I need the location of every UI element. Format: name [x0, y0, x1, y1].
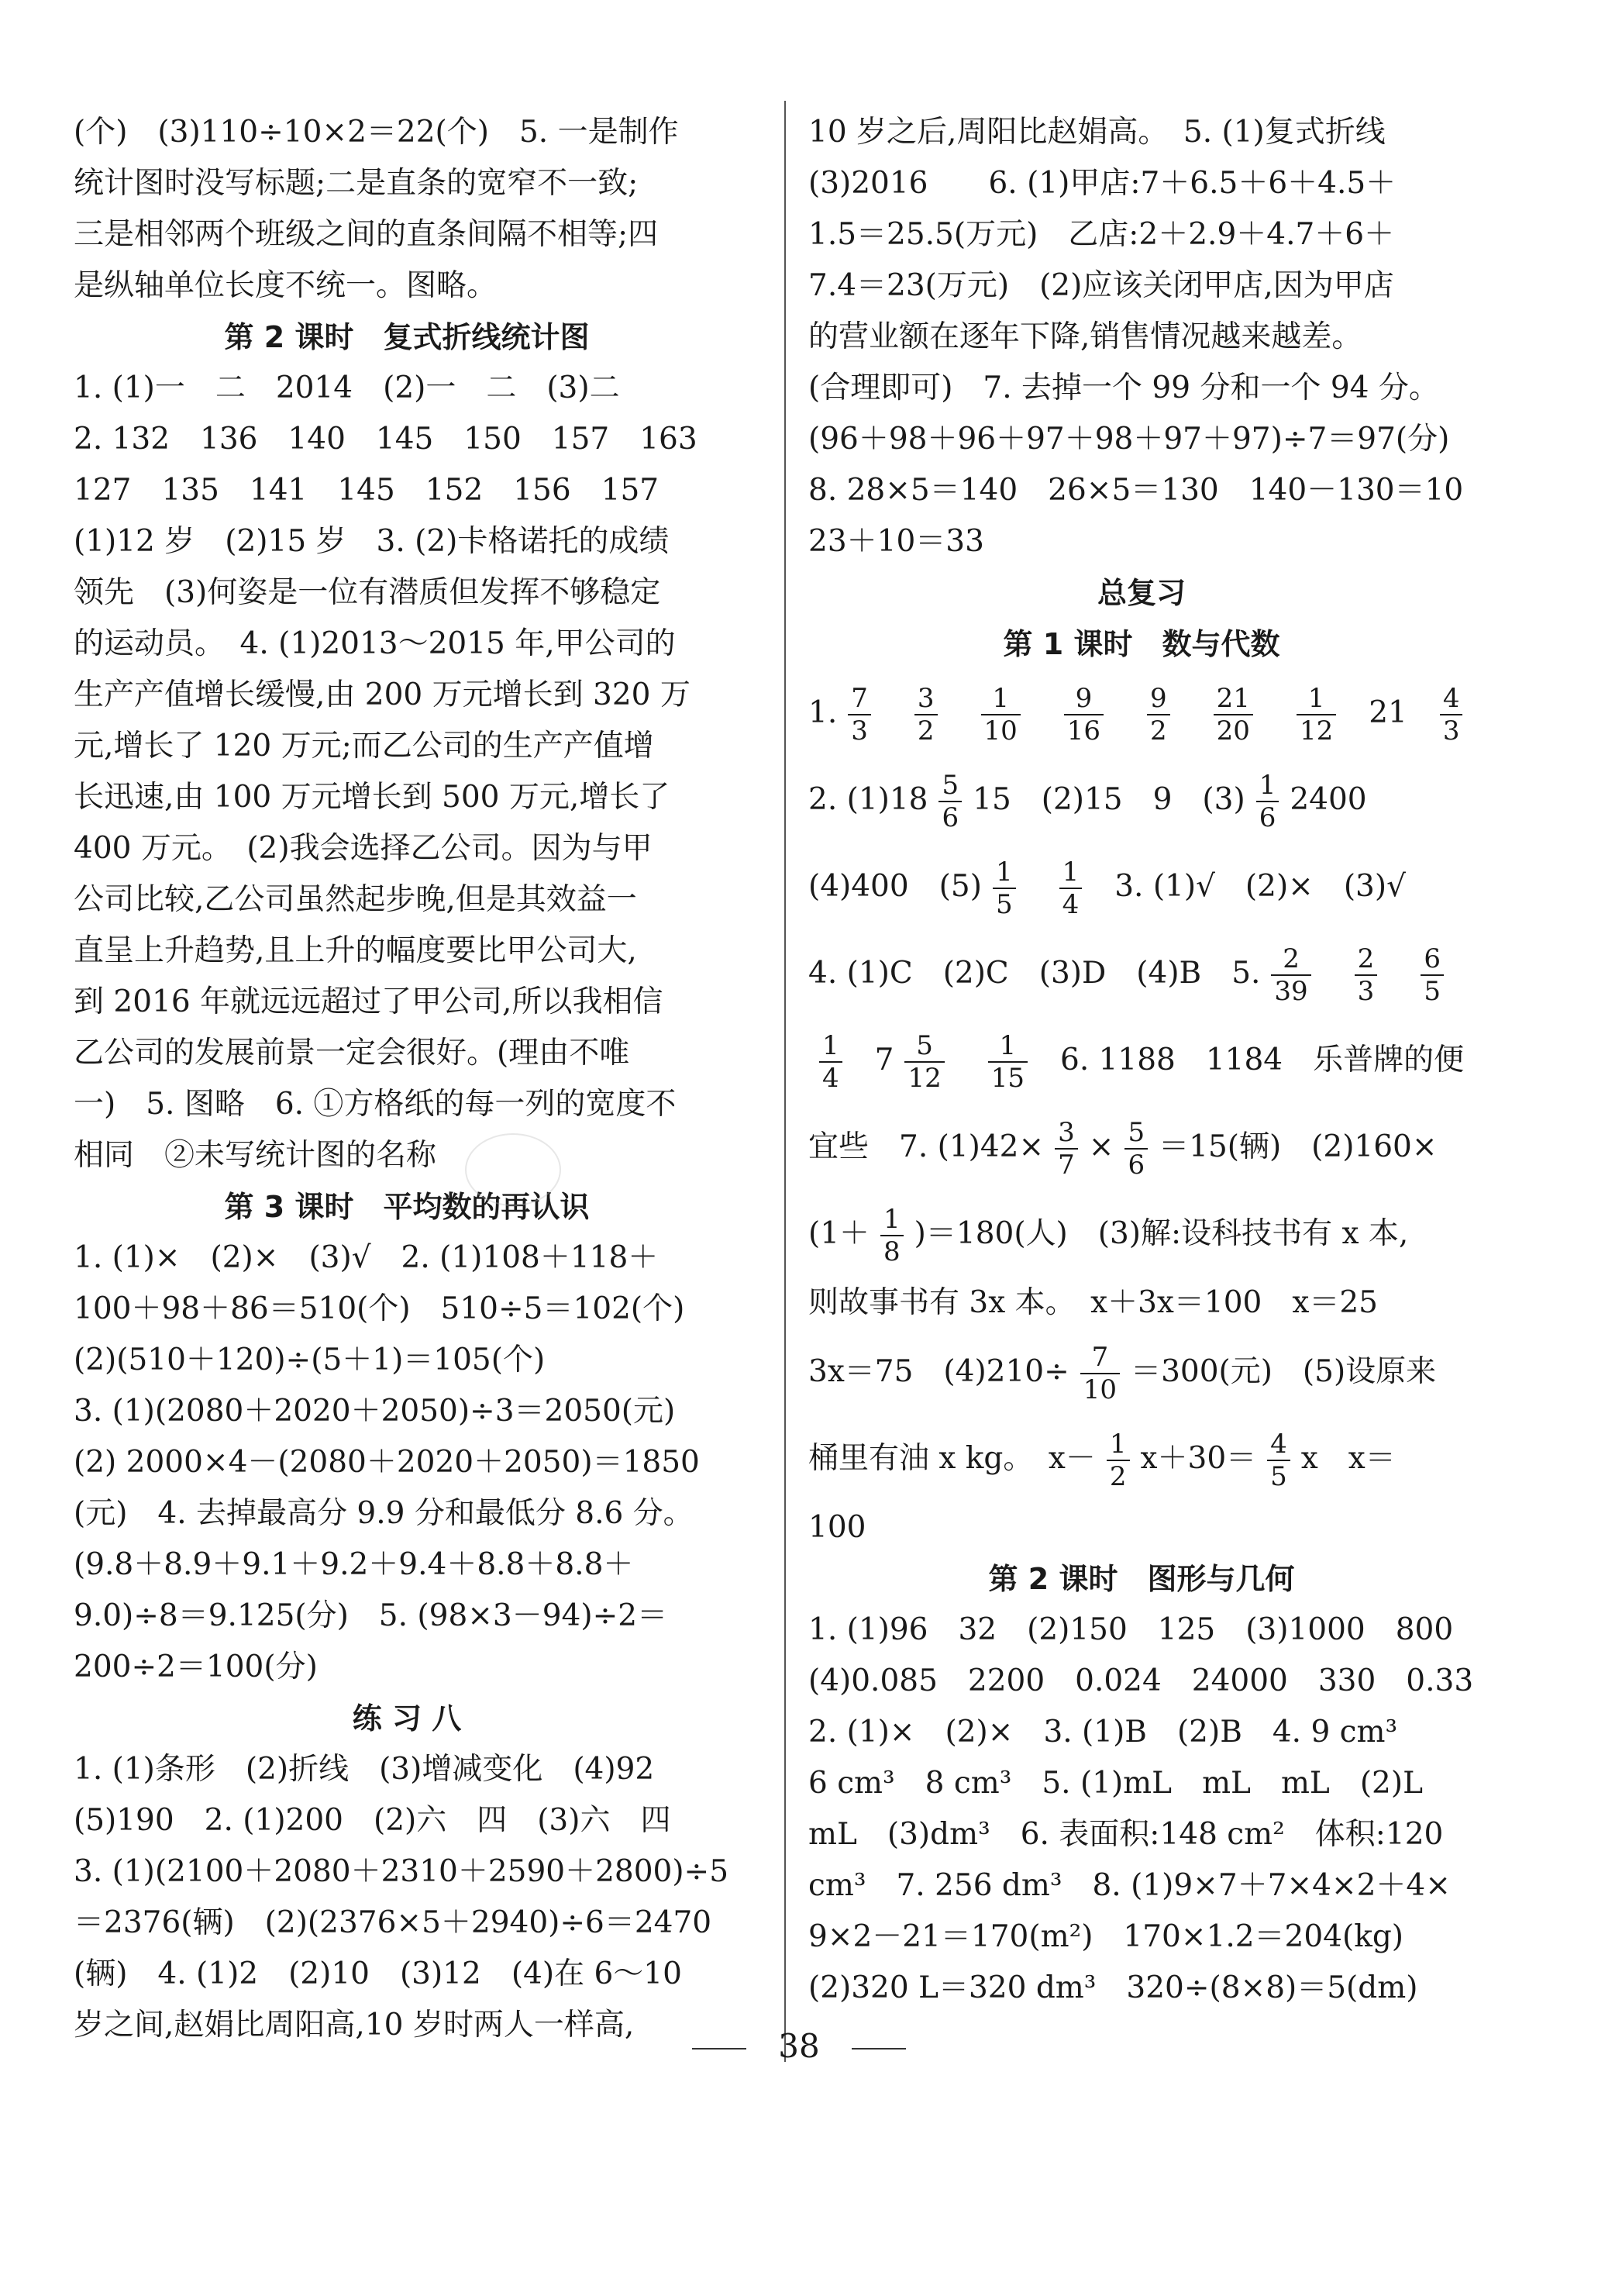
text-line: 400 万元。 (2)我会选择乙公司。因为与甲: [74, 831, 653, 866]
text-line: 到 2016 年就远远超过了甲公司,所以我相信: [74, 984, 663, 1019]
denominator: 5: [995, 889, 1013, 920]
text-line: (1)12 岁 (2)15 岁 3. (2)卡格诺托的成绩: [74, 524, 670, 559]
inline-text: 桶里有油 x kg。 x－: [808, 1441, 1096, 1476]
text-line: 1. (1)一 二 2014 (2)一 二 (3)二: [74, 371, 620, 405]
text-line: 3. (1)(2100＋2080＋2310＋2590＋2800)÷5: [74, 1854, 729, 1889]
numerator: 4: [1267, 1429, 1290, 1461]
inline-text: 15 (2)15 9 (3): [973, 782, 1245, 817]
text-line: 领先 (3)何姿是一位有潜质但发挥不够稳定: [74, 575, 661, 610]
inline-text: 3x＝75 (4)210÷: [808, 1354, 1069, 1389]
text-line: 127 135 141 145 152 156 157: [74, 473, 660, 508]
fraction: [1080, 1342, 1120, 1405]
numerator: 3: [914, 683, 938, 715]
inline-text: ＝300(元) (5)设原来: [1131, 1354, 1437, 1389]
fraction: [1355, 943, 1378, 1007]
denominator: 6: [1259, 802, 1276, 833]
fraction-row-3: [808, 843, 1475, 930]
fraction: [1214, 683, 1253, 746]
text-line: cm³ 7. 256 dm³ 8. (1)9×7＋7×4×2＋4×: [808, 1868, 1451, 1903]
fraction: [848, 683, 871, 746]
inline-text: 2. (1)18: [808, 782, 928, 817]
text-line: (2)320 L＝320 dm³ 320÷(8×8)＝5(dm): [808, 1970, 1418, 2005]
text-line: (96＋98＋96＋97＋98＋97＋97)÷7＝97(分): [808, 422, 1450, 457]
footer-dash-left: [692, 2048, 746, 2050]
numerator: 3: [1055, 1117, 1078, 1150]
fraction: [914, 683, 938, 746]
text-line: 200÷2＝100(分): [74, 1650, 318, 1684]
denominator: 4: [1062, 889, 1080, 920]
text-line: 乙公司的发展前景一定会很好。(理由不唯: [74, 1036, 630, 1070]
fraction-row-5: [808, 1017, 1475, 1104]
denominator: 16: [1066, 715, 1101, 746]
denominator: 8: [883, 1236, 901, 1267]
text-line: 是纵轴单位长度不统一。图略。: [74, 268, 498, 303]
numerator: 1: [819, 1030, 842, 1063]
text-line: 则故事书有 3x 本。 x＋3x＝100 x＝25: [808, 1285, 1378, 1320]
numerator: 1: [993, 857, 1016, 889]
text-line: (辆) 4. (1)2 (2)10 (3)12 (4)在 6～10: [74, 1956, 682, 1991]
left-column: [74, 107, 740, 2051]
footer-dash-right: [852, 2048, 906, 2050]
text-line: 3. (1)(2080＋2020＋2050)÷3＝2050(元): [74, 1394, 676, 1429]
numerator: 1: [981, 683, 1021, 715]
denominator: 10: [1083, 1374, 1118, 1405]
fraction-row-1: [808, 670, 1475, 757]
text-line: (元) 4. 去掉最高分 9.9 分和最低分 8.6 分。: [74, 1496, 694, 1531]
text-line: 8. 28×5＝140 26×5＝130 140－130＝10: [808, 473, 1464, 508]
right-column-top: [808, 107, 1475, 670]
fraction: [993, 857, 1016, 920]
page-footer: [0, 2027, 1598, 2065]
numerator: 9: [1064, 683, 1104, 715]
text-line: 10 岁之后,周阳比赵娟高。 5. (1)复式折线: [808, 115, 1386, 150]
denominator: 10: [983, 715, 1018, 746]
text-line: (5)190 2. (1)200 (2)六 四 (3)六 四: [74, 1803, 671, 1838]
inline-text: 4. (1)C (2)C (3)D (4)B 5.: [808, 956, 1261, 991]
numerator: 1: [1107, 1429, 1130, 1461]
inline-text: ＝15(辆) (2)160×: [1159, 1129, 1438, 1164]
text-line: 9×2－21＝170(m²) 170×1.2＝204(kg): [808, 1919, 1404, 1954]
fraction: [1064, 683, 1104, 746]
fraction: [1147, 683, 1170, 746]
text-line: 100＋98＋86＝510(个) 510÷5＝102(个): [74, 1291, 685, 1326]
text-line: 1. (1)× (2)× (3)√ 2. (1)108＋118＋: [74, 1240, 659, 1275]
section-heading: 第 1 课时 数与代数: [1003, 627, 1280, 661]
denominator: 6: [942, 802, 959, 833]
inline-text: )＝180(人) (3)解:设科技书有 x 本,: [914, 1216, 1409, 1251]
numerator: 1: [1059, 857, 1083, 889]
text-line: 7.4＝23(万元) (2)应该关闭甲店,因为甲店: [808, 268, 1394, 303]
text-line: 长迅速,由 100 万元增长到 500 万元,增长了: [74, 780, 670, 815]
text-line: 三是相邻两个班级之间的直条间隔不相等;四: [74, 217, 659, 252]
inline-text: 宜些 7. (1)42×: [808, 1129, 1045, 1164]
fraction: [981, 683, 1021, 746]
denominator: 5: [1424, 976, 1441, 1007]
inline-text: (4)400 (5): [808, 869, 982, 904]
inline-text: 6. 1188 1184 乐普牌的便: [1060, 1043, 1465, 1077]
denominator: 5: [1270, 1461, 1287, 1492]
inline-text: x＋30＝: [1140, 1441, 1257, 1476]
inline-text: 3. (1)√ (2)× (3)√: [1114, 869, 1406, 904]
section-heading: 总复习: [1097, 576, 1186, 610]
right-column-bottom: [808, 1553, 1475, 2014]
fraction-row-4: [808, 930, 1475, 1017]
section-heading: 第 3 课时 平均数的再认识: [224, 1190, 590, 1224]
denominator: 2: [1109, 1461, 1127, 1492]
numerator: 7: [1080, 1342, 1120, 1374]
fraction: [988, 1030, 1028, 1094]
numerator: 7: [848, 683, 871, 715]
text-line: 相同 ②未写统计图的名称: [74, 1138, 437, 1173]
text-line: 一) 5. 图略 6. ①方格纸的每一列的宽度不: [74, 1087, 677, 1122]
numerator: 1: [988, 1030, 1028, 1063]
fraction: [1267, 1429, 1290, 1492]
denominator: 7: [1058, 1150, 1075, 1181]
text-line: ＝2376(辆) (2)(2376×5＋2940)÷6＝2470: [74, 1905, 712, 1940]
fraction: [938, 770, 962, 833]
inline-text: ×: [1088, 1129, 1114, 1164]
text-line: 统计图时没写标题;二是直条的宽窄不一致;: [74, 166, 639, 201]
text-line: 1. (1)条形 (2)折线 (3)增减变化 (4)92: [74, 1752, 655, 1787]
text-line: (个) (3)110÷10×2＝22(个) 5. 一是制作: [74, 115, 679, 150]
fraction-row-2: [808, 757, 1475, 843]
numerator: 2: [1271, 943, 1310, 976]
fraction: [1059, 857, 1083, 920]
numerator: 5: [904, 1030, 944, 1063]
text-line: 23＋10＝33: [808, 524, 984, 559]
denominator: 20: [1216, 715, 1250, 746]
fraction: [1107, 1429, 1130, 1492]
text-line: 的营业额在逐年下降,销售情况越来越差。: [808, 319, 1362, 354]
text-line: 2. 132 136 140 145 150 157 163: [74, 422, 697, 457]
fraction: [904, 1030, 944, 1094]
text-line: (合理即可) 7. 去掉一个 99 分和一个 94 分。: [808, 371, 1439, 405]
fraction: [1055, 1117, 1078, 1181]
numerator: 2: [1355, 943, 1378, 976]
fraction: [880, 1204, 904, 1267]
text-line: (2)(510＋120)÷(5＋1)＝105(个): [74, 1343, 546, 1377]
text-line: (9.8＋8.9＋9.1＋9.2＋9.4＋8.8＋8.8＋: [74, 1547, 634, 1582]
numerator: 5: [938, 770, 962, 802]
denominator: 12: [1299, 715, 1334, 746]
text-line: 生产产值增长缓慢,由 200 万元增长到 320 万: [74, 677, 691, 712]
text-line: 元,增长了 120 万元;而乙公司的生产产值增: [74, 729, 654, 764]
column-divider: [784, 101, 786, 2062]
fraction: [1256, 770, 1279, 833]
text-line: 1. (1)96 32 (2)150 125 (3)1000 800: [808, 1612, 1454, 1647]
fraction-row-6: [808, 1104, 1475, 1191]
section-heading: 第 2 课时 复式折线统计图: [224, 320, 590, 354]
inline-text: (1＋: [808, 1216, 870, 1251]
text-line: 直呈上升趋势,且上升的幅度要比甲公司大,: [74, 933, 637, 968]
text-line: 岁之间,赵娟比周阳高,10 岁时两人一样高,: [74, 2008, 635, 2043]
right-column: [808, 107, 1475, 2014]
text-line: 1.5＝25.5(万元) 乙店:2＋2.9＋4.7＋6＋: [808, 217, 1395, 252]
section-heading: 练 习 八: [352, 1701, 462, 1736]
denominator: 2: [917, 715, 935, 746]
text-line: 公司比较,乙公司虽然起步晚,但是其效益一: [74, 882, 637, 917]
numerator: 1: [880, 1204, 904, 1236]
text-line: mL (3)dm³ 6. 表面积:148 cm² 体积:120: [808, 1817, 1444, 1852]
watermark-stamp: [465, 1133, 561, 1206]
denominator: 39: [1274, 976, 1308, 1007]
text-line: (4)0.085 2200 0.024 24000 330 0.33: [808, 1663, 1474, 1698]
denominator: 2: [1150, 715, 1167, 746]
fraction: [1271, 943, 1310, 1007]
denominator: 3: [1357, 976, 1375, 1007]
inline-text: x x＝: [1300, 1441, 1396, 1476]
fraction: [1124, 1117, 1148, 1181]
text-line: 的运动员。 4. (1)2013～2015 年,甲公司的: [74, 626, 676, 661]
denominator: 3: [851, 715, 868, 746]
numerator: 4: [1440, 683, 1463, 715]
denominator: 15: [990, 1063, 1025, 1094]
fraction: [1440, 683, 1463, 746]
numerator: 6: [1421, 943, 1444, 976]
denominator: 3: [1442, 715, 1460, 746]
section-heading: 第 2 课时 图形与几何: [988, 1562, 1295, 1596]
fraction-row-8: [808, 1329, 1475, 1415]
numerator: 5: [1124, 1117, 1148, 1150]
inline-text: 1.: [808, 695, 838, 730]
inline-text: 2400: [1290, 782, 1367, 817]
numerator: 21: [1214, 683, 1253, 715]
fraction-row-7: [808, 1191, 1475, 1277]
fraction-row-9: [808, 1415, 1475, 1502]
text-line: 9.0)÷8＝9.125(分) 5. (98×3－94)÷2＝: [74, 1598, 668, 1633]
inline-text: 21: [1369, 695, 1407, 730]
denominator: 4: [822, 1063, 839, 1094]
text-line: 6 cm³ 8 cm³ 5. (1)mL mL mL (2)L: [808, 1766, 1423, 1801]
text-line: (2) 2000×4－(2080＋2020＋2050)＝1850: [74, 1445, 700, 1480]
fraction: [1297, 683, 1336, 746]
denominator: 12: [907, 1063, 942, 1094]
inline-text: 7: [874, 1043, 894, 1077]
numerator: 1: [1297, 683, 1336, 715]
numerator: 1: [1256, 770, 1279, 802]
fraction: [819, 1030, 842, 1094]
numerator: 9: [1147, 683, 1170, 715]
denominator: 6: [1128, 1150, 1145, 1181]
text-line: (3)2016 6. (1)甲店:7＋6.5＋6＋4.5＋: [808, 166, 1397, 201]
text-line: 100: [808, 1510, 866, 1545]
page-number: 38: [778, 2027, 820, 2065]
text-line: 2. (1)× (2)× 3. (1)B (2)B 4. 9 cm³: [808, 1715, 1398, 1750]
fraction: [1421, 943, 1444, 1007]
